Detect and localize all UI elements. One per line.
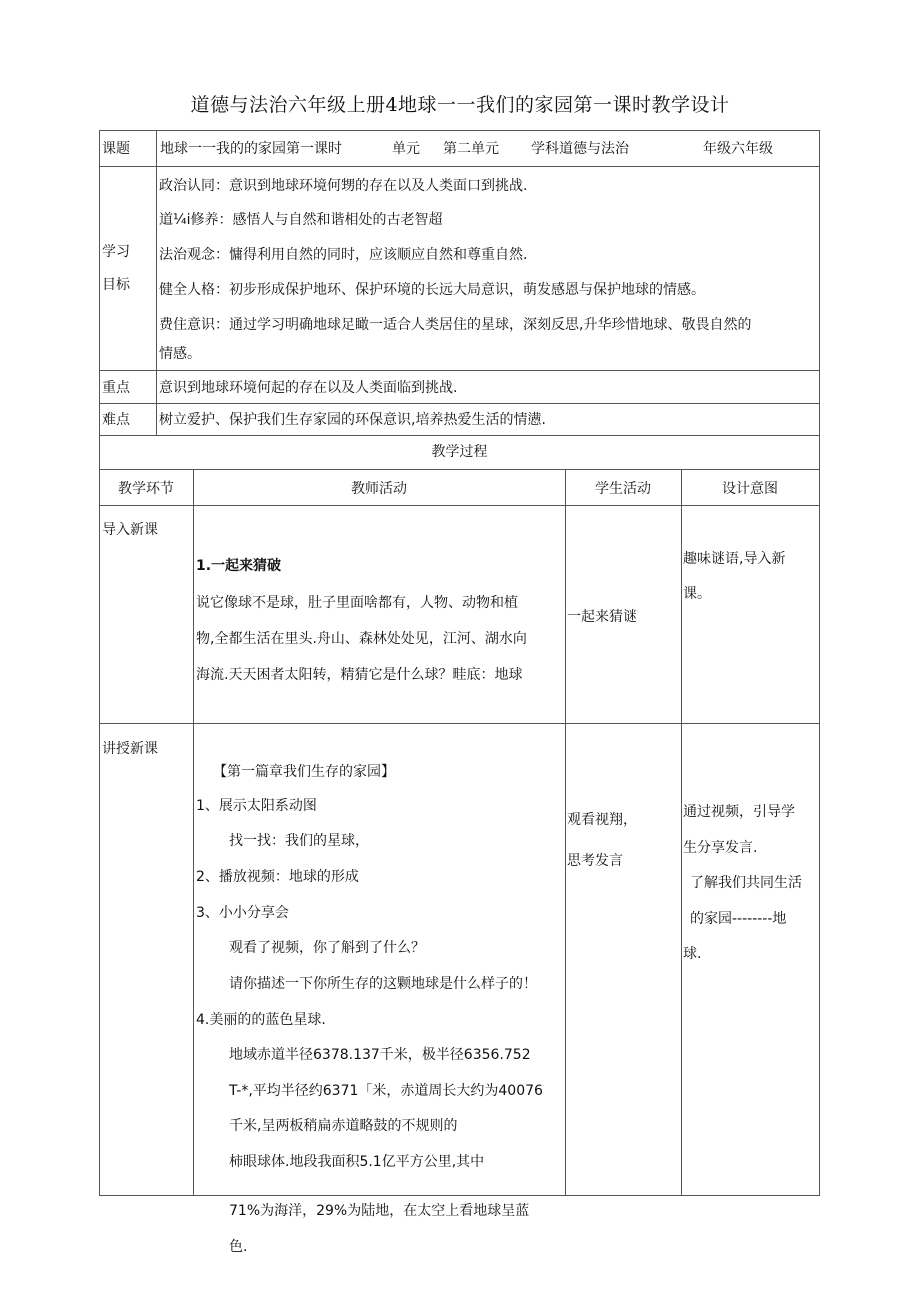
lesson-intent-line: 通过视频，引导学 [683, 804, 795, 820]
lesson-teacher-line: 千米,呈两板稍扁赤道略鼓的不规则的 [229, 1118, 458, 1134]
intro-teacher-line: 说它像球不是球，肚子里面啥都有，人物、动物和植 [196, 595, 518, 611]
intro-teacher-line: 物,全都生活在里头.舟山、森林处处见，江河、湖水向 [196, 631, 527, 647]
column-header-stage: 教学环节 [118, 481, 174, 497]
intro-stage: 导入新课 [102, 522, 158, 538]
difficulty-text: 树立爱护、保护我们生存家园的环保意识,培养热爱生活的情懑. [159, 412, 546, 428]
column-header-intent: 设计意图 [722, 481, 778, 497]
key-point-label: 重点 [102, 380, 130, 396]
grade-value: 年级六年级 [703, 141, 773, 157]
unit-value: 第二单元 [443, 141, 499, 157]
lesson-teacher-line: T-*,平均半径约6371「米，赤道周长大约为40076 [229, 1083, 543, 1099]
lesson-teacher-line: 【第一篇章我们生存的家园】 [213, 764, 395, 780]
subject-value: 学科道德与法治 [531, 141, 629, 157]
lesson-teacher-line: 3、小小分享会 [196, 905, 289, 921]
lesson-intent-line: 球. [683, 946, 702, 962]
topic-label: 课题 [102, 141, 130, 157]
lesson-teacher-line: 71%为海洋，29%为陆地，在太空上看地球呈蓝 [229, 1203, 530, 1219]
intro-student: 一起来猜谜 [567, 609, 637, 625]
lesson-teacher-line: 观看了视频，你了斛到了什么？ [229, 940, 425, 956]
objective-item: 道¼i修养：感悟人与自然和谐相处的古老智超 [159, 212, 443, 228]
lesson-teacher-line: 请你描述一下你所生存的这颗地球是什么样子的！ [229, 976, 537, 992]
process-heading: 教学过程 [431, 444, 488, 460]
topic-value: 地球一一我的的家园第一课时 [160, 141, 342, 157]
intro-teacher-line: 海流.天天困者太阳转，精猜它是什么球？畦底：地球 [196, 667, 523, 683]
lesson-teacher-line: 柿眼球体.地段我面积5.1亿平方公里,其中 [229, 1154, 485, 1170]
objectives-label-line2: 目标 [102, 277, 130, 293]
unit-label: 单元 [392, 141, 420, 157]
lesson-teacher-line: 2、播放视频：地球的形成 [196, 869, 359, 885]
objective-item: 法治观念：慵得利用自然的同时，应该顺应自然和尊重自然. [159, 247, 528, 263]
lesson-student-line: 观看视翔， [567, 812, 637, 828]
intro-intent-line: 趣味谜语,导入新 [683, 551, 786, 567]
document-title: 道德与法治六年级上册4地球一一我们的家园第一课时教学设计 [190, 94, 730, 116]
lesson-stage: 讲授新课 [102, 741, 158, 757]
objective-item: 情感。 [159, 346, 201, 362]
lesson-teacher-line: 地域赤道半径6378.137千米，极半径6356.752 [229, 1047, 531, 1063]
lesson-intent-line: 了解我们共同生活 [690, 875, 802, 891]
lesson-teacher-line: 1、展示太阳系动图 [196, 798, 317, 814]
lesson-student-line: 思考发言 [567, 853, 623, 869]
column-header-teacher: 教师活动 [351, 481, 407, 497]
intro-teacher-line: 1.一起来猜破 [196, 558, 282, 574]
lesson-teacher-line: 找一找：我们的星球， [229, 833, 369, 849]
objective-item: 健全人格：初步形成保护地环、保护环境的长远大局意识，萌发感恩与保护地球的情感。 [159, 282, 705, 298]
difficulty-label: 难点 [102, 412, 130, 428]
objectives-label-line1: 学习 [102, 244, 130, 260]
lesson-teacher-line: 色. [229, 1239, 248, 1255]
lesson-intent-line: 的家园--------地 [690, 911, 787, 927]
column-header-student: 学生活动 [595, 481, 651, 497]
intro-intent-line: 课。 [683, 586, 711, 602]
lesson-intent-line: 生分享发言. [683, 840, 758, 856]
objective-item: 政治认同：意识到地球环境何甥的存在以及人类面口到挑战. [159, 178, 528, 194]
lesson-teacher-line: 4.美丽的的蓝色星球. [196, 1012, 326, 1028]
objective-item: 费住意识：通过学习明确地球足瞰一适合人类居住的星球，深刻反思,升华珍惜地球、敬畏自然的 [159, 317, 752, 333]
key-point-text: 意识到地球环境何起的存在以及人类面临到挑战. [159, 380, 458, 396]
